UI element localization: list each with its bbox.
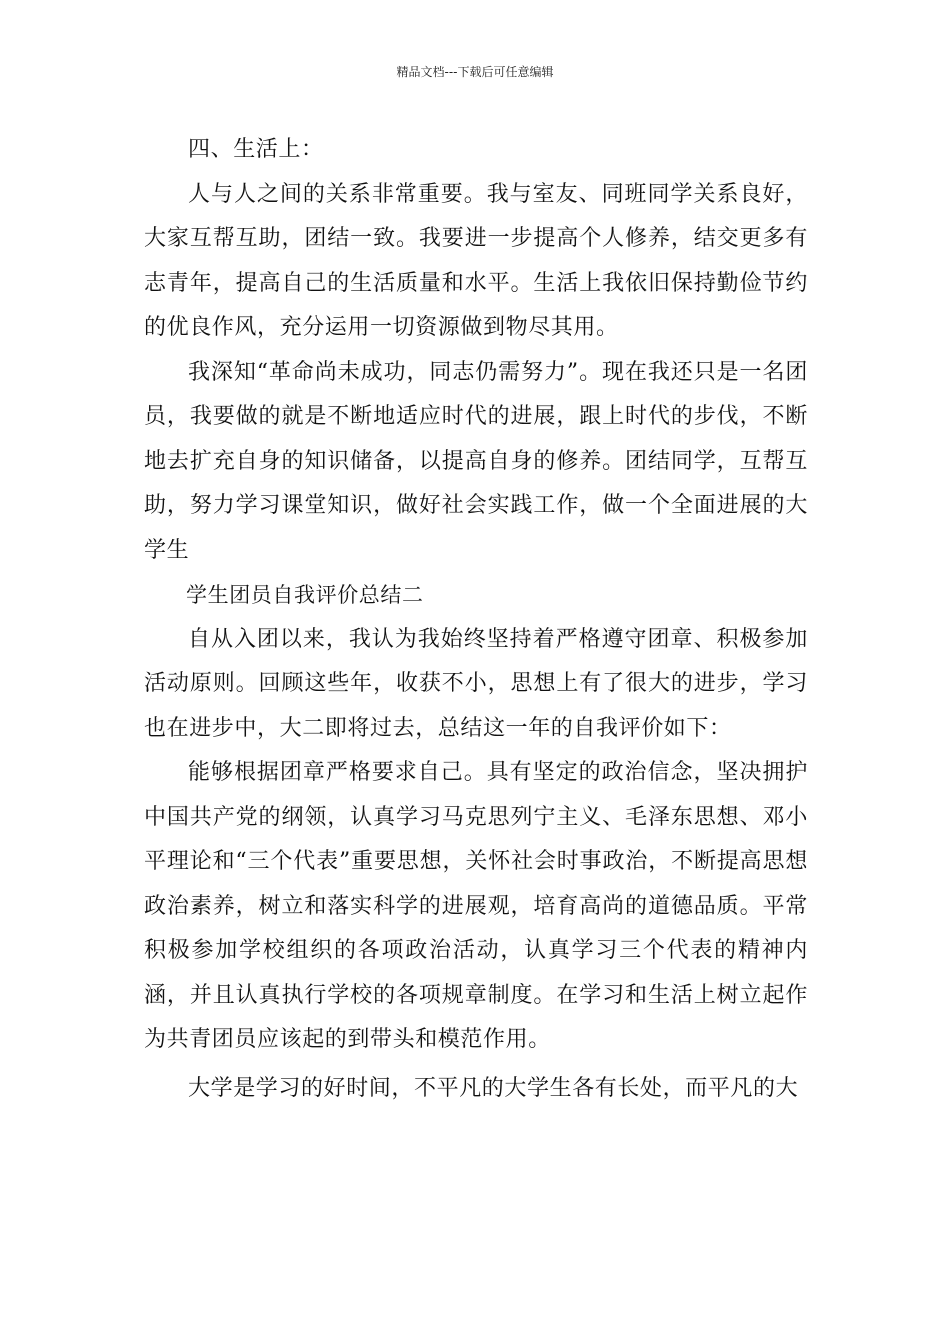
paragraph-relationships: 人与人之间的关系非常重要。我与室友、同班同学关系良好，大家互帮互助，团结一致。我要进一步提高个人修养，结交更多有志青年，提高自己的生活质量和水平。生活上我依旧保持勤俭节约的优良作风，充分运用一切资源做到物尽其用。 [144,181,808,340]
page-header: 精品文档---下载后可任意编辑 [396,65,554,79]
paragraph-revolution-quote: 我深知“革命尚未成功，同志仍需努力”。现在我还只是一名团员，我要做的就是不断地适应时代的进展，跟上时代的步伐，不断地去扩充自身的知识储备，以提高自身的修养。团结同学，互帮互助，努力学习课堂知识，做好社会实践工作，做一个全面进展的大学生 [144,359,808,563]
section-heading-life: 四、生活上： [188,137,324,162]
document-body [144,128,808,1111]
section-title-summary-two: 学生团员自我评价总结二 [186,583,424,607]
paragraph-party-charter: 能够根据团章严格要求自己。具有坚定的政治信念，坚决拥护中国共产党的纲领，认真学习马克思列宁主义、毛泽东思想、邓小平理论和“三个代表”重要思想，关怀社会时事政治，不断提高思想政治素养，树立和落实科学的进展观，培育高尚的道德品质。平常积极参加学校组织的各项政治活动，认真学习三个代表的精神内涵，并且认真执行学校的各项规章制度。在学习和生活上树立起作为共青团员应该起的到带头和模范作用。 [144,760,808,1052]
paragraph-since-joining: 自从入团以来，我认为我始终坚持着严格遵守团章、积极参加活动原则。回顾这些年，收获不小，思想上有了很大的进步，学习也在进步中，大二即将过去，总结这一年的自我评价如下： [144,626,808,741]
paragraph-university-time: 大学是学习的好时间，不平凡的大学生各有长处，而平凡的大 [188,1075,799,1101]
